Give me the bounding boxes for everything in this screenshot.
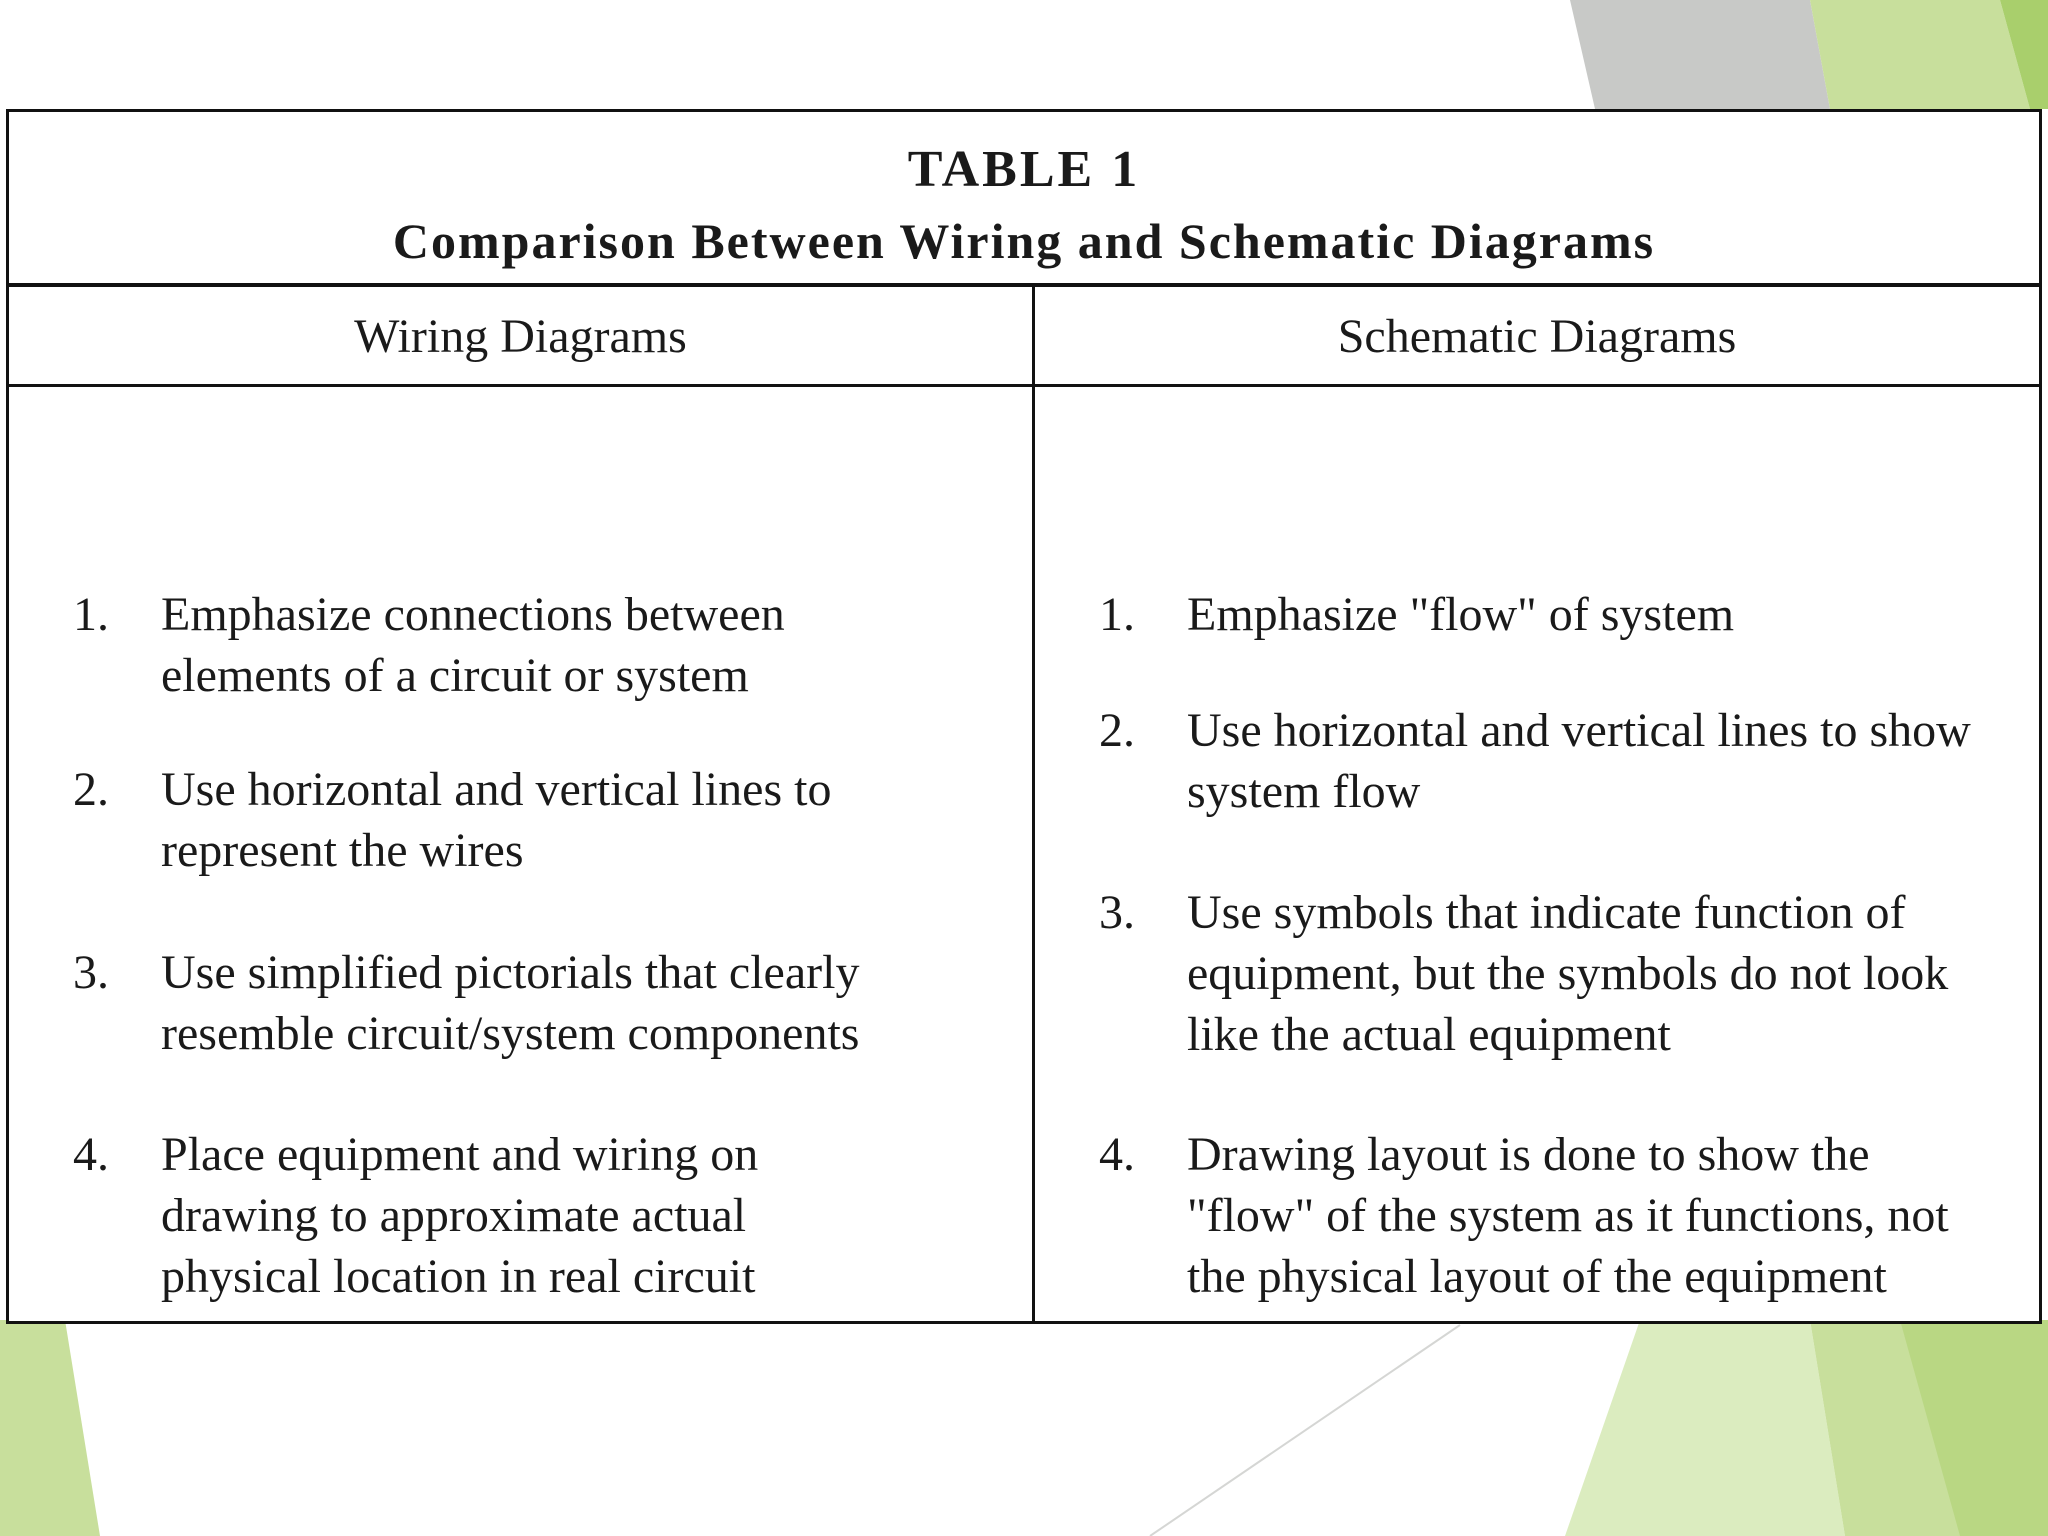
list-item-text: Use simplified pictorials that clearly resemble circuit/system components (161, 946, 860, 1060)
list-item-text: Use symbols that indicate function of equipment, but the symbols do not look like the actual equipment (1187, 886, 1949, 1061)
column-header-wiring: Wiring Diagrams (354, 310, 687, 363)
list-item-text: Drawing layout is done to show the "flow" of the system as it functions, not the physical layout of the equipment (1187, 1128, 1949, 1303)
table-caption: Comparison Between Wiring and Schematic Diagrams (392, 213, 1656, 269)
list-item-number: 3. (1099, 886, 1135, 939)
list-item-number: 3. (73, 946, 109, 999)
list-item-text: Place equipment and wiring on drawing to approximate actual physical location in real circuit (161, 1128, 759, 1303)
table-title-block (9, 112, 2039, 287)
table-header-row (9, 287, 2039, 387)
decor-gray-facet (1570, 0, 1830, 109)
table-label: TABLE 1 (907, 141, 1141, 198)
decor-green-facet-bottom-right-1 (1565, 1320, 1845, 1536)
list-item-number: 2. (73, 763, 109, 816)
comparison-table (6, 109, 2042, 1324)
schematic-column-body (1035, 387, 2039, 1324)
wiring-column-body (9, 387, 1032, 1324)
decor-thin-line (1150, 1325, 1460, 1536)
list-item-text: Use horizontal and vertical lines to show system flow (1187, 704, 1971, 818)
decor-green-facet-bottom-left (0, 1320, 100, 1536)
list-item-number: 4. (73, 1128, 109, 1181)
list-item-text: Use horizontal and vertical lines to represent the wires (161, 763, 832, 877)
list-item-text: Emphasize connections between elements of a circuit or system (161, 588, 785, 702)
list-item-number: 1. (73, 588, 109, 641)
list-item-number: 4. (1099, 1128, 1135, 1181)
list-item-text: Emphasize "flow" of system (1187, 588, 1735, 641)
list-item-number: 2. (1099, 704, 1135, 757)
column-header-schematic: Schematic Diagrams (1337, 310, 1737, 363)
list-item-number: 1. (1099, 588, 1135, 641)
decor-green-facet-top (1810, 0, 2030, 109)
